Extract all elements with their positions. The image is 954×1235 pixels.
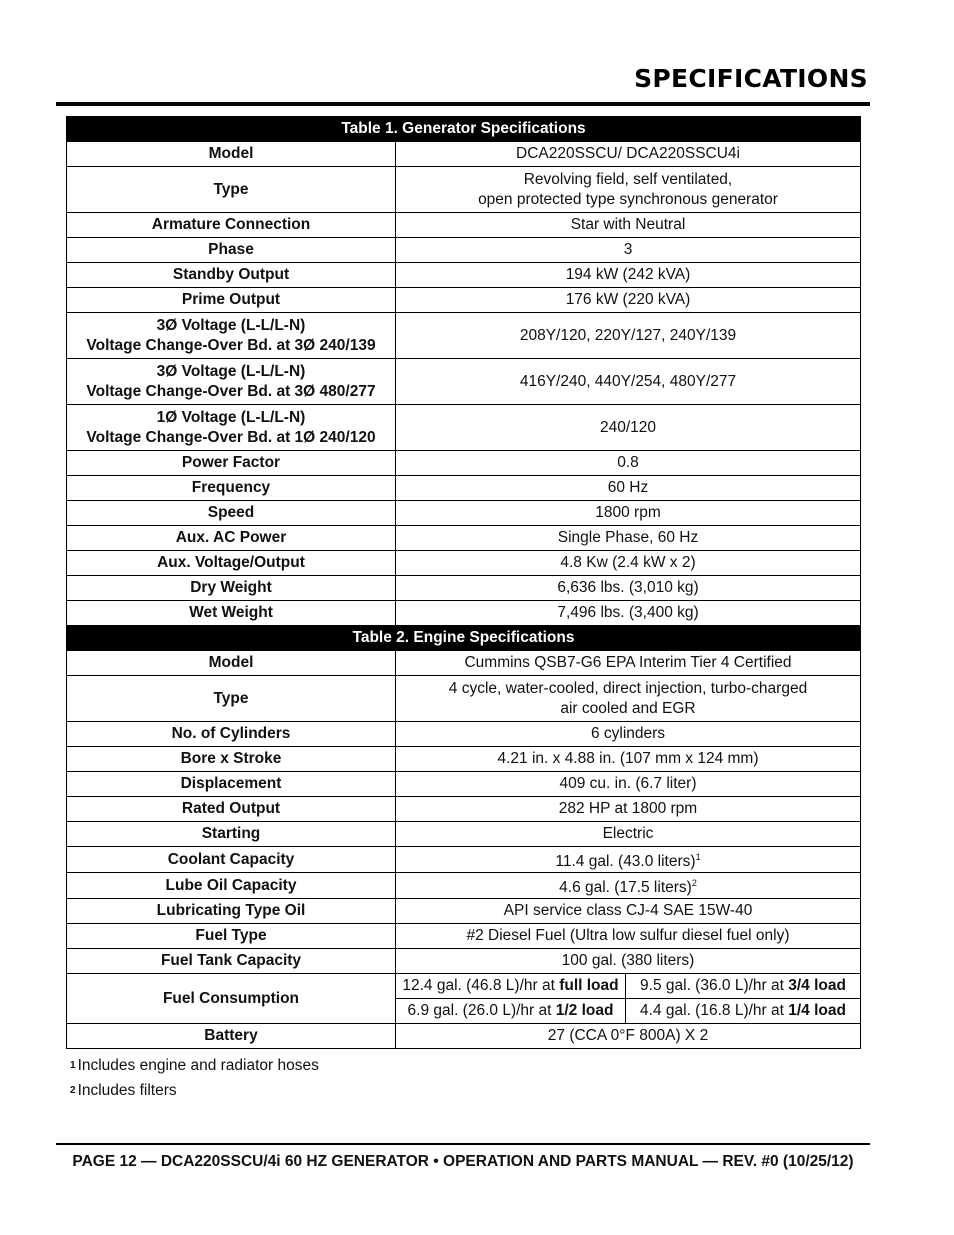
gen-spec-value [396,238,861,263]
gen-spec-value [396,501,861,526]
fuel-half-load [396,999,626,1024]
gen-spec-row [67,263,861,288]
gen-spec-row [67,576,861,601]
engine-spec-label: No. of Cylinders [67,722,396,747]
gen-spec-value-text: 60 Hz [607,479,649,496]
footnote-1 [70,1056,319,1081]
footnote-1-text: Includes engine and radiator hoses [77,1057,319,1074]
gen-spec-row [67,167,861,213]
gen-spec-row [67,213,861,238]
gen-spec-value [396,576,861,601]
gen-spec-value [396,288,861,313]
gen-spec-row [67,551,861,576]
footnote-2 [70,1081,319,1106]
engine-spec-label: Lubricating Type Oil [67,899,396,924]
gen-spec-value-text: 3 [623,241,633,258]
engine-spec-row [67,822,861,847]
engine-spec-row [67,651,861,676]
engine-spec-section [67,626,861,974]
engine-spec-row [67,873,861,899]
engine-spec-label: Model [67,651,396,676]
gen-spec-value-text: 208Y/120, 220Y/127, 240Y/139 [519,326,737,344]
engine-spec-row [67,772,861,797]
gen-spec-label: 3Ø Voltage (L-L/L-N) Voltage Change-Over Bd. at 3Ø 480/277 [67,359,396,405]
header-rule [56,102,870,106]
spec-table [66,116,861,1049]
engine-spec-row [67,899,861,924]
generator-spec-section [67,117,861,626]
engine-spec-value-text: Electric [602,825,654,842]
fuel-full-load [396,974,626,999]
fuel-full-bold: full load [559,977,619,995]
gen-spec-label: Aux. AC Power [67,526,396,551]
engine-spec-value-text: 100 gal. (380 liters) [561,952,695,970]
engine-spec-row [67,722,861,747]
gen-spec-row [67,313,861,359]
engine-spec-value [396,873,861,899]
gen-spec-label: Aux. Voltage/Output [67,551,396,576]
gen-spec-value [396,313,861,359]
table1-title: Table 1. Generator Specifications [67,117,861,142]
engine-spec-label: Rated Output [67,797,396,822]
engine-spec-row [67,924,861,949]
gen-spec-row [67,451,861,476]
engine-spec-value-text: 4.21 in. x 4.88 in. (107 mm x 124 mm) [497,750,759,767]
table2-title: Table 2. Engine Specifications [67,626,861,651]
engine-spec-value-text: API service class CJ-4 SAE 15W-40 [503,902,753,920]
page-footer: PAGE 12 — DCA220SSCU/4i 60 HZ GENERATOR • OPERATION AND PARTS MANUAL — REV. #0 (10/25/12) [72,1153,854,1170]
engine-spec-value-text: 11.4 gal. (43.0 liters) [555,853,696,871]
fuel-half-bold: 1/2 load [555,1002,614,1020]
gen-spec-value [396,263,861,288]
gen-spec-value [396,405,861,451]
engine-spec-value [396,722,861,747]
gen-spec-label: Dry Weight [67,576,396,601]
gen-spec-value [396,526,861,551]
fuel-full-text: 12.4 gal. (46.8 L)/hr at [402,977,560,995]
fuel-battery-section [67,974,861,1049]
engine-spec-label: Fuel Type [67,924,396,949]
fuel-3q-text: 9.5 gal. (36.0 L)/hr at [640,977,789,995]
engine-spec-row [67,797,861,822]
engine-spec-row [67,676,861,722]
engine-spec-value [396,949,861,974]
battery-value: 27 (CCA 0°F 800A) X 2 [396,1024,861,1049]
gen-spec-label: Armature Connection [67,213,396,238]
gen-spec-row [67,526,861,551]
footnote-1-number: 1 [70,1060,76,1071]
fuel-quarter-text: 4.4 gal. (16.8 L)/hr at [640,1002,789,1020]
engine-spec-value-text: #2 Diesel Fuel (Ultra low sulfur diesel fuel only) [466,927,790,945]
gen-spec-value-text: 6,636 lbs. (3,010 kg) [557,579,699,596]
gen-spec-value-text: 240/120 [599,418,657,436]
engine-spec-value [396,822,861,847]
gen-spec-value-text: Star with Neutral [570,216,686,233]
engine-spec-label: Displacement [67,772,396,797]
engine-spec-value [396,899,861,924]
footnote-ref: 1 [695,852,701,862]
gen-spec-value [396,551,861,576]
gen-spec-value [396,142,861,167]
fuel-consumption-label: Fuel Consumption [67,974,396,1024]
gen-spec-value [396,451,861,476]
footnote-2-number: 2 [70,1085,76,1096]
gen-spec-row [67,238,861,263]
engine-spec-value-text: 282 HP at 1800 rpm [558,800,698,817]
gen-spec-value-text: Revolving field, self ventilated, open protected type synchronous generator [478,170,778,208]
gen-spec-value [396,213,861,238]
fuel-quarter-bold: 1/4 load [788,1002,846,1020]
engine-spec-value [396,924,861,949]
engine-spec-value [396,772,861,797]
page-title: SPECIFICATIONS [634,64,868,93]
engine-spec-label: Lube Oil Capacity [67,873,396,899]
gen-spec-value-text: 176 kW (220 kVA) [565,291,691,308]
engine-spec-value-text: 409 cu. in. (6.7 liter) [559,775,697,792]
gen-spec-value-text: 7,496 lbs. (3,400 kg) [557,604,699,621]
gen-spec-value-text: Single Phase, 60 Hz [557,529,699,546]
table1-title-row [67,117,861,142]
gen-spec-value [396,359,861,405]
engine-spec-value [396,676,861,722]
engine-spec-label: Type [67,676,396,722]
fuel-3q-bold: 3/4 load [788,977,846,995]
gen-spec-row [67,601,861,626]
engine-spec-label: Coolant Capacity [67,847,396,873]
engine-spec-row [67,847,861,873]
footnote-2-text: Includes filters [77,1082,177,1099]
engine-spec-value-text: 4 cycle, water-cooled, direct injection, turbo-charged air cooled and EGR [448,679,808,717]
gen-spec-row [67,405,861,451]
engine-spec-value-text: 4.6 gal. (17.5 liters) [559,879,692,897]
gen-spec-label: Power Factor [67,451,396,476]
gen-spec-value [396,476,861,501]
battery-row [67,1024,861,1049]
table2-title-row [67,626,861,651]
engine-spec-label: Starting [67,822,396,847]
gen-spec-label: 3Ø Voltage (L-L/L-N) Voltage Change-Over Bd. at 3Ø 240/139 [67,313,396,359]
engine-spec-row [67,949,861,974]
gen-spec-row [67,142,861,167]
engine-spec-value [396,747,861,772]
engine-spec-value [396,797,861,822]
fuel-three-quarter-load [626,974,861,999]
footnotes [70,1056,319,1106]
gen-spec-label: Phase [67,238,396,263]
gen-spec-value-text: 0.8 [617,454,639,471]
gen-spec-value-text: 1800 rpm [595,504,661,521]
fuel-half-text: 6.9 gal. (26.0 L)/hr at [407,1002,556,1020]
gen-spec-row [67,288,861,313]
gen-spec-row [67,359,861,405]
engine-spec-row [67,747,861,772]
gen-spec-value [396,167,861,213]
gen-spec-label: Prime Output [67,288,396,313]
battery-label: Battery [67,1024,396,1049]
gen-spec-label: Model [67,142,396,167]
gen-spec-value-text: 194 kW (242 kVA) [565,266,691,283]
gen-spec-value-text: 4.8 Kw (2.4 kW x 2) [560,554,696,571]
engine-spec-value [396,651,861,676]
footer-rule [56,1143,870,1145]
engine-spec-value-text: 6 cylinders [590,725,666,742]
gen-spec-label: Frequency [67,476,396,501]
gen-spec-label: Speed [67,501,396,526]
gen-spec-value-text: DCA220SSCU/ DCA220SSCU4i [516,145,740,162]
engine-spec-value-text: Cummins QSB7-G6 EPA Interim Tier 4 Certified [464,654,792,671]
gen-spec-label: 1Ø Voltage (L-L/L-N) Voltage Change-Over Bd. at 1Ø 240/120 [67,405,396,451]
gen-spec-row [67,476,861,501]
gen-spec-label: Standby Output [67,263,396,288]
gen-spec-label: Type [67,167,396,213]
engine-spec-value [396,847,861,873]
footnote-ref: 2 [691,878,697,889]
gen-spec-row [67,501,861,526]
fuel-quarter-load [626,999,861,1024]
gen-spec-value-text: 416Y/240, 440Y/254, 480Y/277 [519,372,737,390]
engine-spec-label: Fuel Tank Capacity [67,949,396,974]
gen-spec-value [396,601,861,626]
fuel-consumption-row [67,974,861,999]
engine-spec-label: Bore x Stroke [67,747,396,772]
gen-spec-label: Wet Weight [67,601,396,626]
